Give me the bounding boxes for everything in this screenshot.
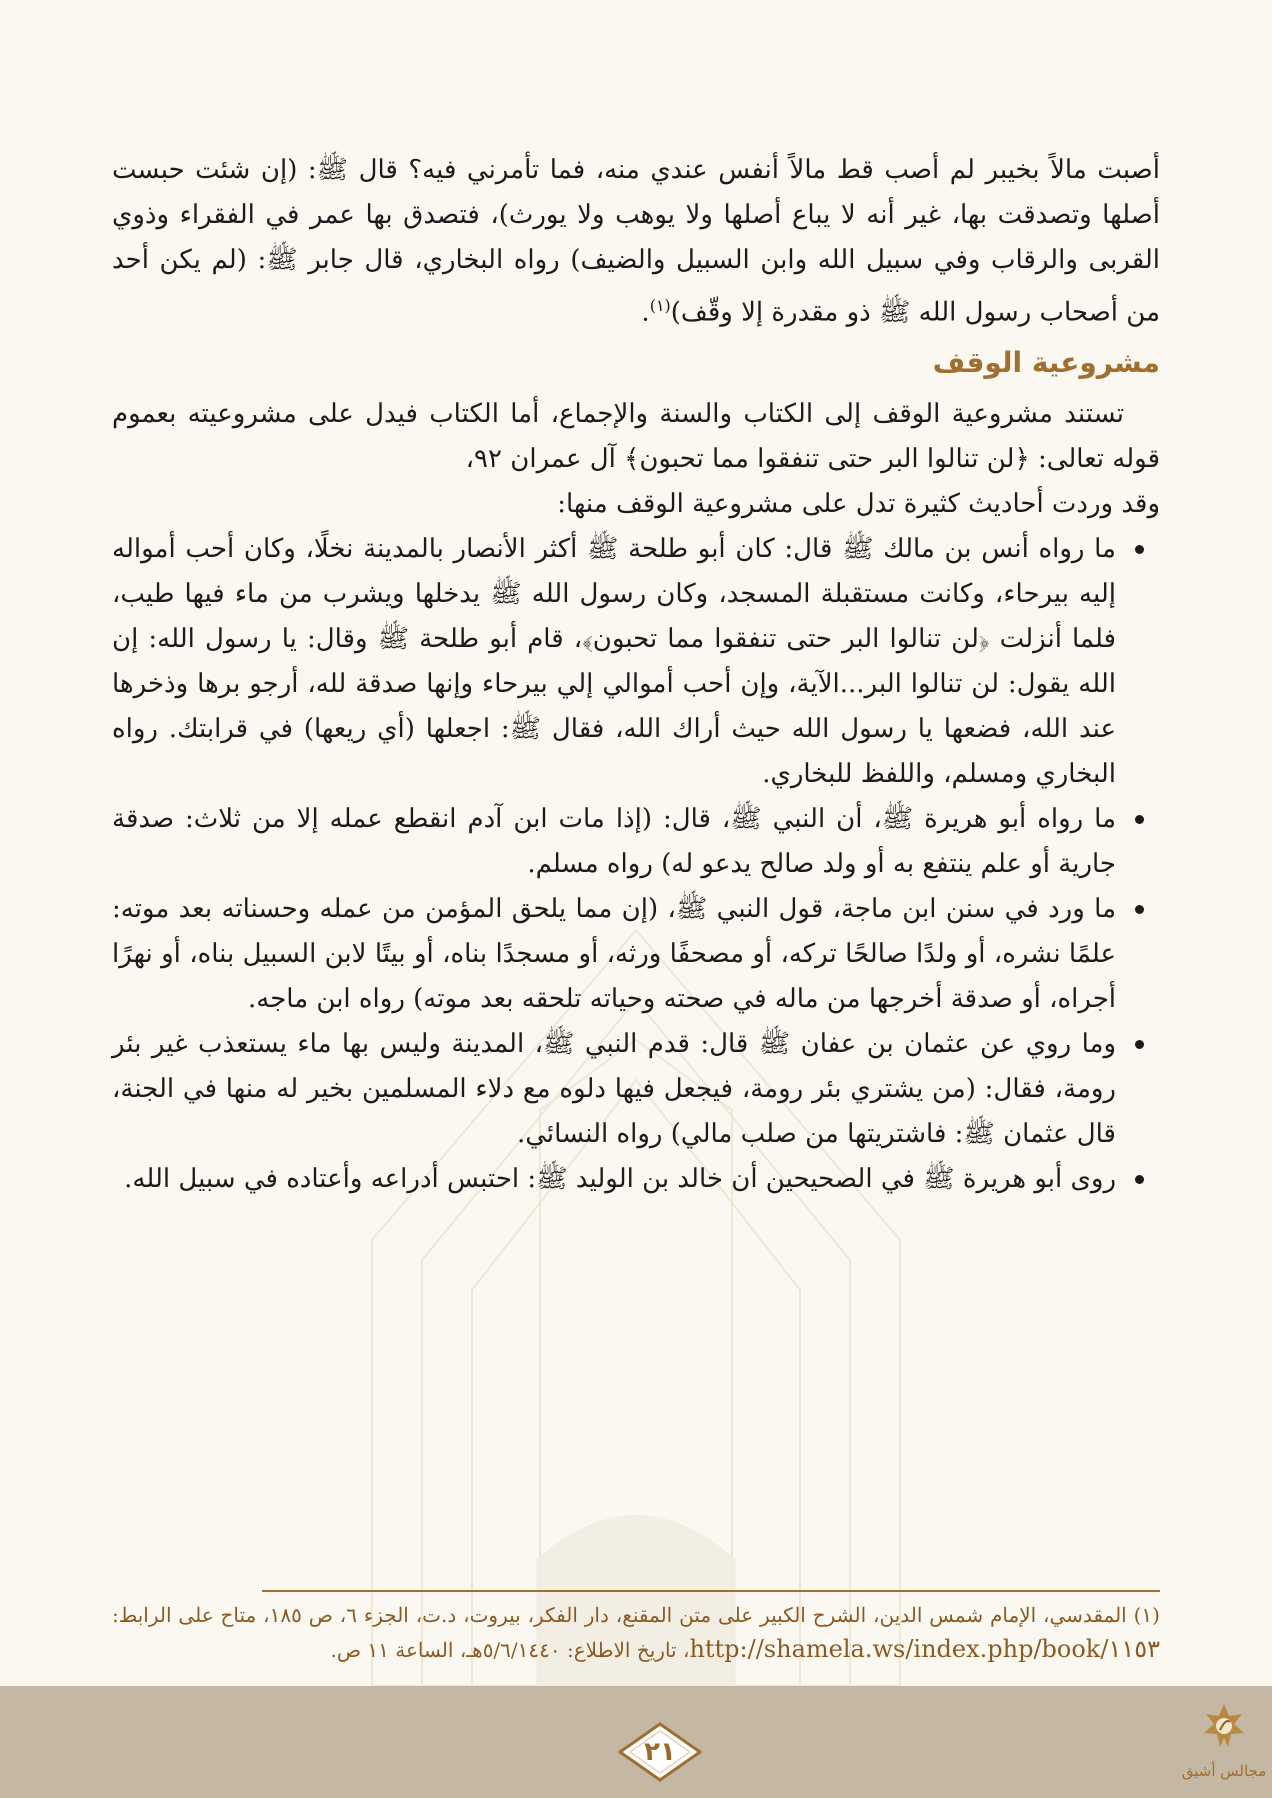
page-number: ٢١ (644, 1737, 676, 1767)
footnote-divider (262, 1590, 1160, 1592)
list-item-text: ما ورد في سنن ابن ماجة، قول النبي ﷺ، (إن مما يلحق المؤمن من عمله وحسناته بعد موته: علمًا نشره، أو ولدًا صالحًا تركه، أو مصحفًا ورثه، أو مسجدًا بناه، أو بيتًا لابن السبيل بناه، أو نهرًا أجراه، أو صدقة أخرجها من ماله في صحته وحياته تلحقه بعد موته) رواه ابن ماجه. (112, 893, 1116, 1014)
bullet-dot (1135, 1175, 1144, 1184)
footnote-access-date: ، تاريخ الاطلاع: ٥/٦/١٤٤٠هـ، الساعة ١١ ص. (330, 1638, 690, 1662)
footnote-citation: (١) المقدسي، الإمام شمس الدين، الشرح الكبير على متن المقنع، دار الفكر، بيروت، د.ت، الجزء ٦، ص ١٨٥، متاح على الرابط: (112, 1603, 1160, 1627)
intro-line-2: قال جابر ﷺ: (لم يكن أحد من أصحاب رسول الله ﷺ ذو مقدرة إلا وقّف) (112, 245, 1160, 328)
bullet-dot (1135, 1040, 1144, 1049)
list-item-text: ما رواه أبو هريرة ﷺ، أن النبي ﷺ، قال: (إذا مات ابن آدم انقطع عمله إلا من ثلاث: صدقة جارية أو علم ينتفع به أو ولد صالح يدعو له) رواه مسلم. (112, 803, 1116, 879)
footnote-marker[interactable]: (١) (649, 296, 671, 315)
intro-paragraph (112, 148, 1160, 336)
list-item (112, 797, 1160, 887)
list-item-text: روى أبو هريرة ﷺ في الصحيحين أن خالد بن الوليد ﷺ: احتبس أدراعه وأعتاده في سبيل الله. (124, 1163, 1116, 1194)
bullet-dot (1135, 905, 1144, 914)
bullet-dot (1135, 815, 1144, 824)
page-body (112, 148, 1160, 1202)
list-item (112, 1022, 1160, 1157)
list-item-text: ما رواه أنس بن مالك ﷺ قال: كان أبو طلحة ﷺ أكثر الأنصار بالمدينة نخلًا، وكان أحب أمواله إليه بيرحاء، وكانت مستقبلة المسجد، وكان رسول الله ﷺ يدخلها ويشرب من ماء فيها طيب، فلما أنزلت ﴿لن تنالوا البر حتى تنفقوا مما تحبون﴾، قام أبو طلحة ﷺ وقال: يا رسول الله: إن الله يقول: لن تنالوا البر...الآية، وإن أحب أموالي إلي بيرحاء وإنها صدقة لله، أرجو برها وذخرها عند الله، فضعها يا رسول الله حيث أراك الله، فقال ﷺ: اجعلها (أي ريعها) في قرابتك. رواه البخاري ومسلم، واللفظ للبخاري. (112, 533, 1117, 789)
list-item (112, 887, 1160, 1022)
intro-end: . (641, 297, 650, 328)
section-heading: مشروعية الوقف (932, 345, 1160, 379)
bullet-dot (1135, 545, 1144, 554)
list-item (112, 1157, 1160, 1202)
section-paragraph-2: وقد وردت أحاديث كثيرة تدل على مشروعية الوقف منها: (557, 488, 1160, 519)
hadith-list (112, 527, 1160, 1202)
list-item (112, 527, 1160, 797)
footnote-link[interactable]: http://shamela.ws/index.php/book/١١٥٣ (689, 1635, 1160, 1663)
section-paragraph-1: تستند مشروعية الوقف إلى الكتاب والسنة والإجماع، أما الكتاب فيدل على مشروعيته بعموم قوله تعالى: ﴿لن تنالوا البر حتى تنفقوا مما تحبون﴾ آل عمران ٩٢، (112, 398, 1160, 474)
publisher-logo-icon (1196, 1700, 1252, 1758)
footnote (112, 1598, 1160, 1667)
publisher-logo-text: مجالس أشيق (1181, 1762, 1267, 1780)
intro-line-1: أصبت مالاً بخيبر لم أصب قط مالاً أنفس عندي منه، فما تأمرني فيه؟ قال ﷺ: (إن شئت حبست أصلها وتصدقت بها، غير أنه لا يباع أصلها ولا يوهب ولا يورث)، فتصدق بها عمر في الفقراء وذوي القربى والرقاب وفي سبيل الله وابن السبيل والضيف) رواه البخاري، (112, 155, 1161, 275)
list-item-text: وما روي عن عثمان بن عفان ﷺ قال: قدم النبي ﷺ، المدينة وليس بها ماء يستعذب غير بئر رومة، فقال: (من يشتري بئر رومة، فيجعل فيها دلوه مع دلاء المسلمين بخير له منها في الجنة، قال عثمان ﷺ: فاشتريتها من صلب مالي) رواه النسائي. (112, 1028, 1116, 1149)
